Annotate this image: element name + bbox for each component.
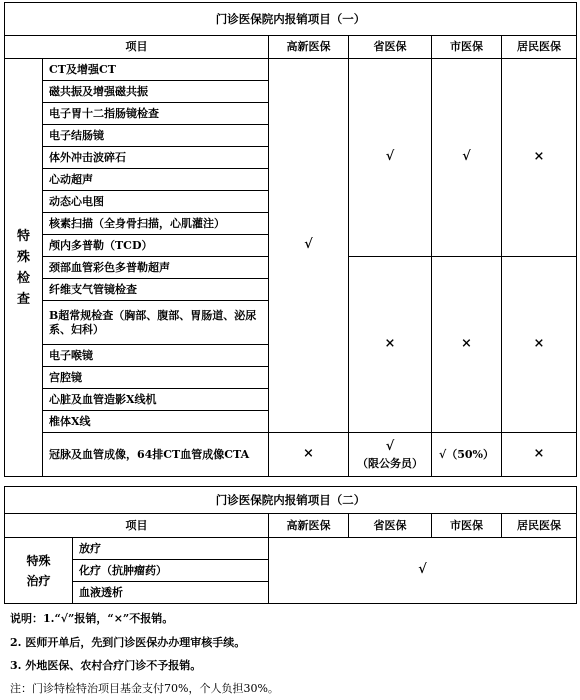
header-sheng: 省医保 xyxy=(349,514,432,538)
table-row: 心脏及血管造影X线机 xyxy=(43,389,269,411)
table-row: B超常规检查（胸部、腹部、胃肠道、泌尿系、妇科） xyxy=(43,301,269,345)
mark-last-sheng-note: （限公务员） xyxy=(357,456,423,470)
table-row: 化疗（抗肿瘤药） xyxy=(73,560,269,582)
note-1: 说明：1.“√”报销，“×”不报销。 xyxy=(10,612,174,625)
mark-last-shi: √（50%） xyxy=(432,433,502,477)
table-2-title: 门诊医保院内报销项目（二） xyxy=(5,487,577,514)
mark-sheng-upper: √ xyxy=(349,59,432,257)
mark-shi-lower: × xyxy=(432,257,502,433)
table-row: 心动超声 xyxy=(43,169,269,191)
header-item: 项目 xyxy=(5,36,269,59)
table-row: 冠脉及血管成像，64排CT血管成像CTA xyxy=(43,433,269,477)
mark-sheng-lower: × xyxy=(349,257,432,433)
table-row: 动态心电图 xyxy=(43,191,269,213)
note-3: 3. 外地医保、农村合疗门诊不予报销。 xyxy=(10,659,202,672)
header-sheng: 省医保 xyxy=(349,36,432,59)
note-2: 2. 医师开单后，先到门诊医保办办理审核手续。 xyxy=(10,636,246,649)
table-row: 宫腔镜 xyxy=(43,367,269,389)
reimbursement-table-1 xyxy=(4,2,577,477)
mark-jumin-upper: × xyxy=(502,59,577,257)
category-label: 特殊 治疗 xyxy=(26,553,51,588)
category-special-exam xyxy=(5,59,43,477)
table-row: 电子结肠镜 xyxy=(43,125,269,147)
table-1-title: 门诊医保院内报销项目（一） xyxy=(5,3,577,36)
header-gaoxin: 高新医保 xyxy=(269,514,349,538)
mark-last-sheng-symbol: √ xyxy=(385,438,395,454)
mark-shi-upper: √ xyxy=(432,59,502,257)
mark-last-jumin: × xyxy=(502,433,577,477)
header-shi: 市医保 xyxy=(432,514,502,538)
category-label: 特 殊 检 查 xyxy=(16,228,30,307)
table-row: 放疗 xyxy=(73,538,269,560)
table-row: 血液透析 xyxy=(73,582,269,604)
table-row: 颅内多普勒（TCD） xyxy=(43,235,269,257)
table-row: 磁共振及增强磁共振 xyxy=(43,81,269,103)
header-shi: 市医保 xyxy=(432,36,502,59)
category-special-treatment xyxy=(5,538,73,604)
table-row: 纤维支气管镜检查 xyxy=(43,279,269,301)
footnote: 注：门诊特检特治项目基金支付70%，个人负担30%。 xyxy=(10,682,279,695)
table-row: 电子喉镜 xyxy=(43,345,269,367)
table-row: 电子胃十二指肠镜检查 xyxy=(43,103,269,125)
table-row: 椎体X线 xyxy=(43,411,269,433)
mark-last-gaoxin: × xyxy=(269,433,349,477)
header-jumin: 居民医保 xyxy=(502,514,577,538)
header-jumin: 居民医保 xyxy=(502,36,577,59)
table-row: CT及增强CT xyxy=(43,59,269,81)
mark-last-sheng xyxy=(349,433,432,477)
table-row: 体外冲击波碎石 xyxy=(43,147,269,169)
header-item: 项目 xyxy=(5,514,269,538)
mark-jumin-lower: × xyxy=(502,257,577,433)
table-row: 核素扫描（全身骨扫描，心肌灌注） xyxy=(43,213,269,235)
table-row: 颈部血管彩色多普勒超声 xyxy=(43,257,269,279)
mark-gaoxin: √ xyxy=(269,59,349,433)
header-gaoxin: 高新医保 xyxy=(269,36,349,59)
reimbursement-table-2 xyxy=(4,486,577,604)
mark-special-treatment: √ xyxy=(269,538,577,604)
